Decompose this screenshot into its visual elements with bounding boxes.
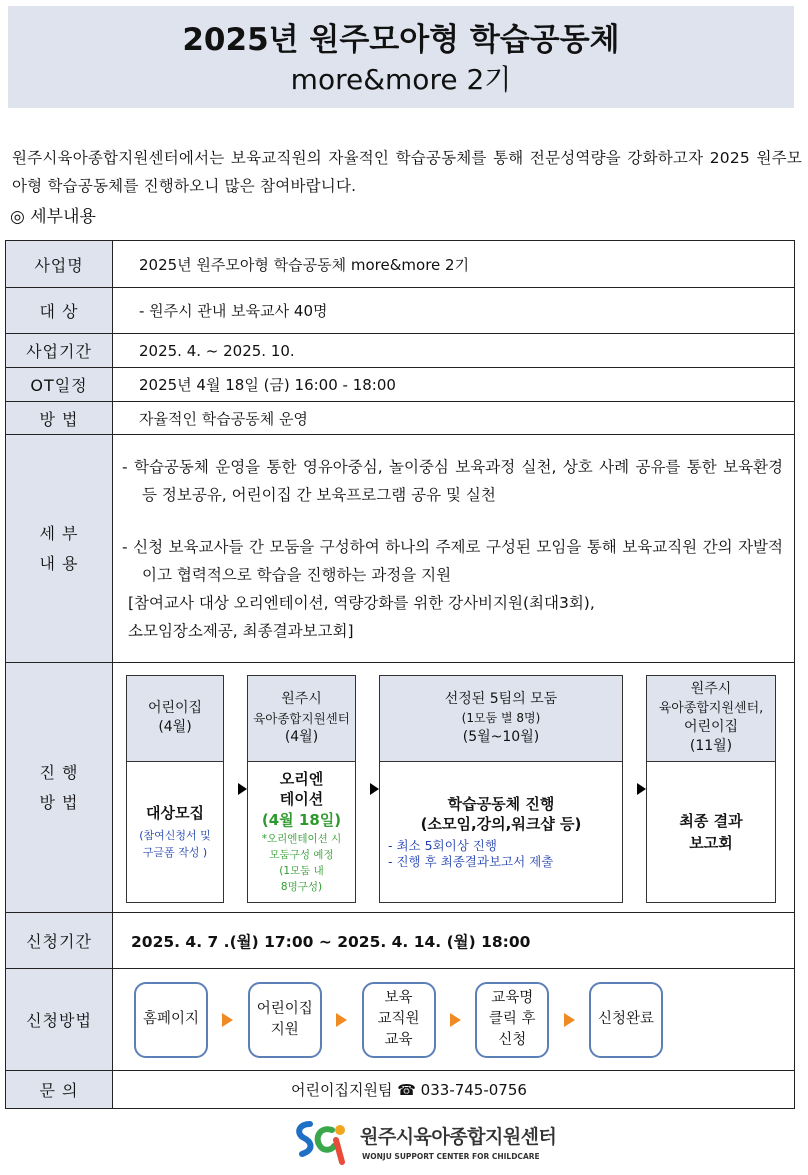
- page-subtitle: more&more 2기: [290, 63, 512, 96]
- row-label: 대 상: [6, 288, 113, 334]
- target-value: - 원주시 관내 보육교사 40명: [113, 288, 795, 334]
- row-label: 세 부 내 용: [6, 435, 113, 663]
- flow-arrow-icon: [238, 783, 247, 795]
- ot-date-value: 2025년 4월 18일 (금) 16:00 - 18:00: [113, 368, 795, 402]
- row-label: 사업기간: [6, 334, 113, 368]
- row-label: 방 법: [6, 402, 113, 435]
- apply-step-daycare-support: 어린이집 지원: [248, 982, 322, 1058]
- row-label: OT일정: [6, 368, 113, 402]
- section-heading: ◎ 세부내용: [10, 207, 96, 227]
- details-value: [113, 435, 795, 663]
- table-row: [6, 402, 795, 435]
- title-banner: [8, 6, 794, 108]
- table-row: [6, 334, 795, 368]
- process-step-report: 원주시 육아종합지원센터, 어린이집 (11월) 최종 결과 보고회: [646, 675, 776, 903]
- detail-item: - 신청 보육교사들 간 모둠을 구성하여 하나의 주제로 구성된 모임을 통해 보육교직원 간의 자발적이고 협력적으로 학습을 진행하는 과정을 지원: [122, 537, 783, 584]
- table-row: [6, 1071, 795, 1109]
- table-row: [6, 435, 795, 663]
- detail-bracket-note: 소모임장소제공, 최종결과보고회]: [128, 621, 354, 640]
- process-step-orientation: 원주시 육아종합지원센터 (4월) 오리엔 테이션 (4월 18일) *오리엔테이션 시 모둠구성 예정 (1모둠 내 8명구성): [247, 675, 356, 903]
- arrow-right-icon: [450, 1013, 461, 1027]
- apply-method-cell: [113, 969, 795, 1071]
- table-row: [6, 241, 795, 288]
- detail-item: - 학습공동체 운영을 통한 영유아중심, 놀이중심 보육과정 실천, 상호 사례 공유를 통한 보육환경 등 정보공유, 어린이집 간 보육프로그램 공유 및 실천: [122, 457, 783, 504]
- apply-step-complete: 신청완료: [589, 982, 663, 1058]
- apply-steps: [114, 972, 793, 1068]
- apply-step-homepage: 홈페이지: [134, 982, 208, 1058]
- period-value: 2025. 4. ~ 2025. 10.: [113, 334, 795, 368]
- flow-arrow-icon: [637, 783, 646, 795]
- row-label: 신청기간: [6, 913, 113, 969]
- page-title: 2025년 원주모아형 학습공동체: [182, 22, 620, 58]
- method-value: 자율적인 학습공동체 운영: [113, 402, 795, 435]
- process-flow: [114, 665, 793, 911]
- row-label: 신청방법: [6, 969, 113, 1071]
- arrow-right-icon: [336, 1013, 347, 1027]
- process-flow-cell: [113, 663, 795, 913]
- apply-step-click-course: 교육명 클릭 후 신청: [475, 982, 549, 1058]
- process-step-learning: 선정된 5팀의 모둠 (1모둠 별 8명) (5월~10월) 학습공동체 진행 (소모임,강의,워크샵 등) - 최소 5회이상 진행 - 진행 후 최종결과보고서 제출: [379, 675, 623, 903]
- table-row: [6, 913, 795, 969]
- center-logo-icon: [292, 1118, 352, 1168]
- apply-period-value: 2025. 4. 7 .(월) 17:00 ~ 2025. 4. 14. (월) 18:00: [113, 913, 795, 969]
- row-label: 문 의: [6, 1071, 113, 1109]
- org-name: 원주시육아종합지원센터: [360, 1126, 557, 1148]
- process-step-recruit: 어린이집 (4월) 대상모집 (참여신청서 및 구글폼 작성 ): [126, 675, 224, 903]
- table-row: [6, 663, 795, 913]
- footer-logo: [292, 1118, 562, 1170]
- details-table: [5, 240, 795, 1109]
- arrow-right-icon: [564, 1013, 575, 1027]
- contact-value: 어린이집지원팀 ☎ 033-745-0756: [113, 1071, 795, 1109]
- intro-paragraph: 원주시육아종합지원센터에서는 보육교직원의 자율적인 학습공동체를 통해 전문성역량을 강화하고자 2025 원주모아형 학습공동체를 진행하오니 많은 참여바랍니다.: [12, 149, 802, 195]
- org-english-name: WONJU SUPPORT CENTER FOR CHILDCARE: [362, 1152, 540, 1161]
- table-row: [6, 969, 795, 1071]
- arrow-right-icon: [222, 1013, 233, 1027]
- row-label: 진 행 방 법: [6, 663, 113, 913]
- table-row: [6, 288, 795, 334]
- row-label: 사업명: [6, 241, 113, 288]
- table-row: [6, 368, 795, 402]
- flow-arrow-icon: [370, 783, 379, 795]
- detail-bracket-note: [참여교사 대상 오리엔테이션, 역량강화를 위한 강사비지원(최대3회),: [128, 593, 595, 612]
- apply-step-staff-education: 보육 교직원 교육: [362, 982, 436, 1058]
- project-name-value: 2025년 원주모아형 학습공동체 more&more 2기: [113, 241, 795, 288]
